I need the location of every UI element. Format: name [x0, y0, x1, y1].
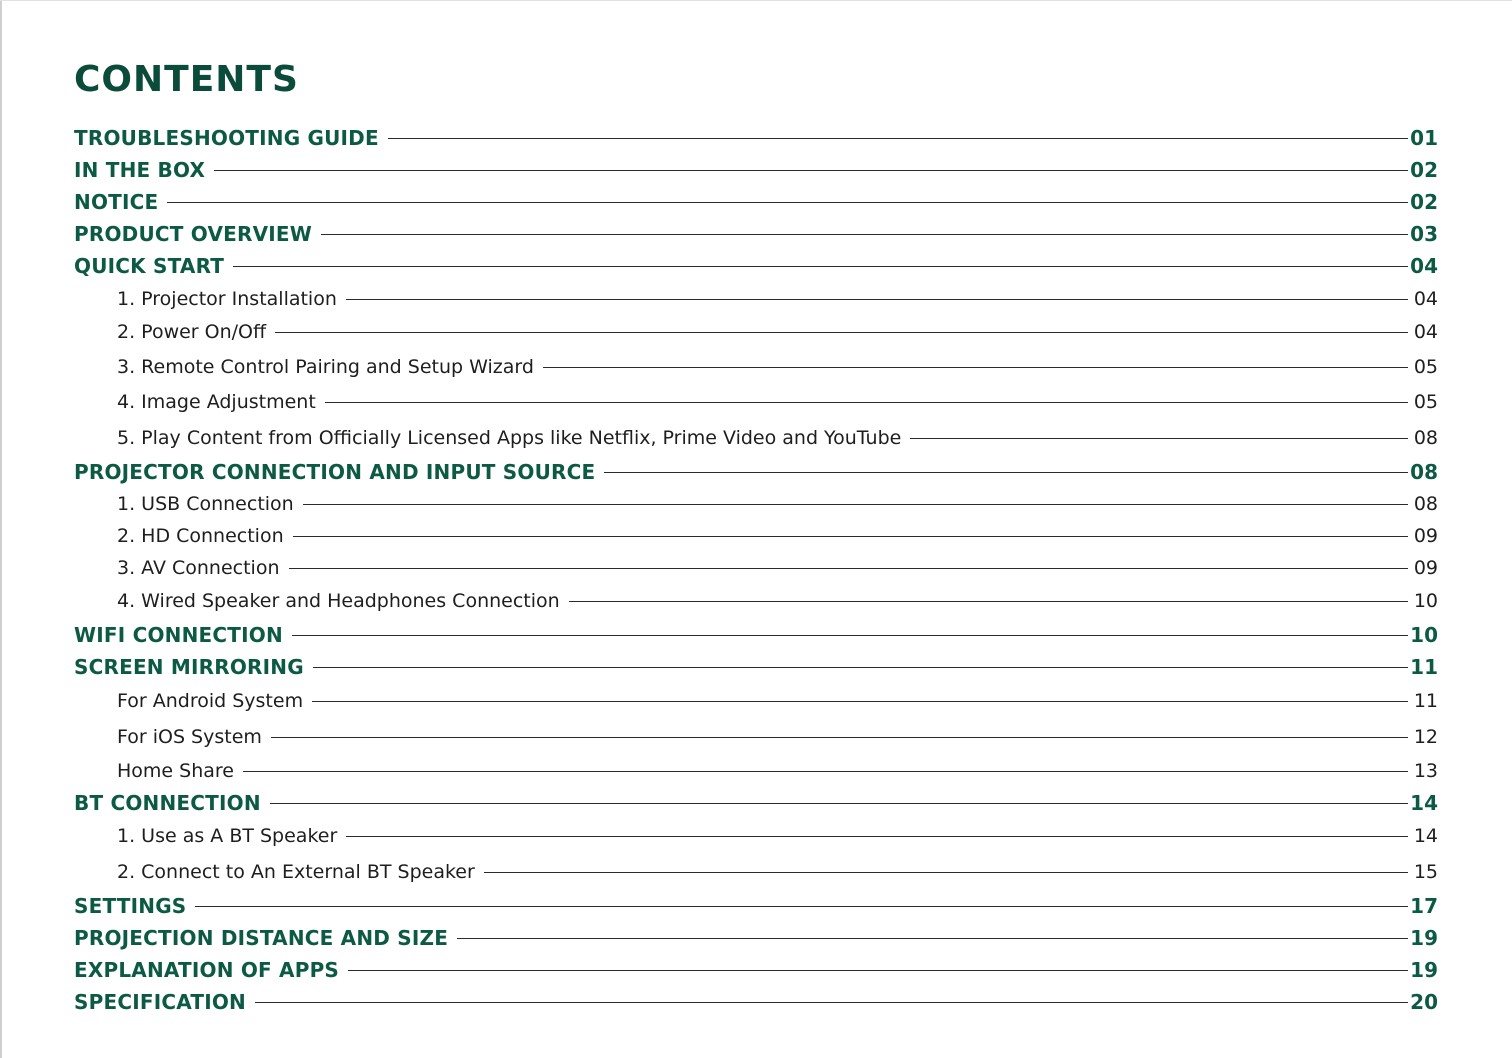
leader-line — [255, 1002, 1408, 1003]
toc-entry[interactable] — [74, 187, 1438, 217]
leader-line — [484, 872, 1408, 873]
toc-entry-label: 3. AV Connection — [117, 557, 280, 579]
leader-line — [313, 667, 1408, 668]
toc-entry-label: PROJECTION DISTANCE AND SIZE — [74, 926, 449, 950]
toc-subentry[interactable] — [117, 686, 1438, 716]
toc-entry-label: WIFI CONNECTION — [74, 623, 283, 647]
toc-entry-label: Home Share — [117, 760, 234, 782]
toc-subentry[interactable] — [117, 387, 1438, 417]
toc-page-number: 08 — [1413, 427, 1438, 449]
toc-entry-label: 2. Power On/Off — [117, 321, 267, 343]
toc-entry[interactable] — [74, 955, 1438, 985]
toc-entry-label: TROUBLESHOOTING GUIDE — [74, 126, 379, 150]
page-title: CONTENTS — [74, 59, 299, 100]
toc-entry-label: SCREEN MIRRORING — [74, 655, 304, 679]
toc-entry-label: 4. Wired Speaker and Headphones Connection — [117, 590, 560, 612]
leader-line — [214, 170, 1408, 171]
toc-subentry[interactable] — [117, 423, 1438, 453]
toc-subentry[interactable] — [117, 756, 1438, 786]
toc-entry-label: SPECIFICATION — [74, 990, 246, 1014]
toc-page-number: 08 — [1413, 493, 1438, 515]
leader-line — [233, 266, 1408, 267]
toc-subentry[interactable] — [117, 586, 1438, 616]
leader-line — [321, 234, 1408, 235]
toc-page-number: 08 — [1410, 460, 1438, 484]
toc-entry[interactable] — [74, 652, 1438, 682]
toc-entry-label: NOTICE — [74, 190, 159, 214]
toc-subentry[interactable] — [117, 284, 1438, 314]
toc-page-number: 17 — [1410, 894, 1438, 918]
leader-line — [325, 402, 1408, 403]
toc-entry-label: PRODUCT OVERVIEW — [74, 222, 313, 246]
toc-subentry[interactable] — [117, 821, 1438, 851]
toc-entry-label: PROJECTOR CONNECTION AND INPUT SOURCE — [74, 460, 596, 484]
toc-entry-label: 1. USB Connection — [117, 493, 294, 515]
toc-entry-label: 1. Projector Installation — [117, 288, 337, 310]
toc-entry[interactable] — [74, 788, 1438, 818]
toc-page-number: 10 — [1410, 623, 1438, 647]
leader-line — [604, 472, 1408, 473]
leader-line — [293, 536, 1408, 537]
leader-line — [292, 635, 1408, 636]
toc-page-number: 19 — [1410, 958, 1438, 982]
toc-entry[interactable] — [74, 123, 1438, 153]
toc-entry-label: 4. Image Adjustment — [117, 391, 316, 413]
leader-line — [271, 737, 1408, 738]
toc-subentry[interactable] — [117, 521, 1438, 551]
toc-entry-label: 2. Connect to An External BT Speaker — [117, 861, 475, 883]
toc-page-number: 03 — [1410, 222, 1438, 246]
leader-line — [195, 906, 1408, 907]
toc-page-number: 05 — [1413, 356, 1438, 378]
leader-line — [243, 771, 1408, 772]
toc-page-number: 13 — [1413, 760, 1438, 782]
toc-entry-label: SETTINGS — [74, 894, 187, 918]
leader-line — [270, 803, 1408, 804]
toc-entry[interactable] — [74, 891, 1438, 921]
leader-line — [312, 701, 1408, 702]
toc-entry-label: 1. Use as A BT Speaker — [117, 825, 338, 847]
toc-subentry[interactable] — [117, 317, 1438, 347]
toc-entry-label: 2. HD Connection — [117, 525, 284, 547]
toc-entry-label: For iOS System — [117, 726, 262, 748]
toc-subentry[interactable] — [117, 489, 1438, 519]
toc-page-number: 02 — [1410, 158, 1438, 182]
toc-page-number: 01 — [1410, 126, 1438, 150]
leader-line — [275, 332, 1408, 333]
leader-line — [346, 836, 1408, 837]
toc-entry[interactable] — [74, 219, 1438, 249]
toc-entry[interactable] — [74, 251, 1438, 281]
leader-line — [457, 938, 1408, 939]
toc-page-number: 04 — [1413, 288, 1438, 310]
toc-page-number: 09 — [1413, 557, 1438, 579]
toc-entry-label: QUICK START — [74, 254, 225, 278]
toc-page-number: 11 — [1410, 655, 1438, 679]
leader-line — [303, 504, 1408, 505]
toc-page-number: 05 — [1413, 391, 1438, 413]
leader-line — [289, 568, 1409, 569]
toc-subentry[interactable] — [117, 722, 1438, 752]
toc-entry-label: BT CONNECTION — [74, 791, 261, 815]
toc-page-number: 04 — [1413, 321, 1438, 343]
toc-page-number: 10 — [1413, 590, 1438, 612]
toc-page-number: 09 — [1413, 525, 1438, 547]
leader-line — [348, 970, 1408, 971]
toc-subentry[interactable] — [117, 352, 1438, 382]
toc-entry-label: 5. Play Content from Officially Licensed Apps like Netflix, Prime Video and YouTube — [117, 427, 902, 449]
toc-subentry[interactable] — [117, 553, 1438, 583]
toc-entry-label: EXPLANATION OF APPS — [74, 958, 340, 982]
leader-line — [388, 138, 1408, 139]
toc-subentry[interactable] — [117, 857, 1438, 887]
toc-page-number: 20 — [1410, 990, 1438, 1014]
toc-entry[interactable] — [74, 457, 1438, 487]
leader-line — [167, 202, 1408, 203]
toc-page-number: 11 — [1413, 690, 1438, 712]
toc-page-number: 04 — [1410, 254, 1438, 278]
leader-line — [910, 438, 1408, 439]
toc-page-number: 19 — [1410, 926, 1438, 950]
toc-page-number: 12 — [1413, 726, 1438, 748]
toc-page-number: 02 — [1410, 190, 1438, 214]
toc-page-number: 14 — [1410, 791, 1438, 815]
toc-entry[interactable] — [74, 923, 1438, 953]
leader-line — [569, 601, 1408, 602]
toc-entry-label: For Android System — [117, 690, 304, 712]
toc-entry-label: IN THE BOX — [74, 158, 206, 182]
toc-entry[interactable] — [74, 620, 1438, 650]
leader-line — [543, 367, 1408, 368]
toc-entry[interactable] — [74, 987, 1438, 1017]
toc-page-number: 14 — [1413, 825, 1438, 847]
toc-page-number: 15 — [1413, 861, 1438, 883]
toc-entry[interactable] — [74, 155, 1438, 185]
leader-line — [346, 299, 1408, 300]
toc-entry-label: 3. Remote Control Pairing and Setup Wizard — [117, 356, 534, 378]
